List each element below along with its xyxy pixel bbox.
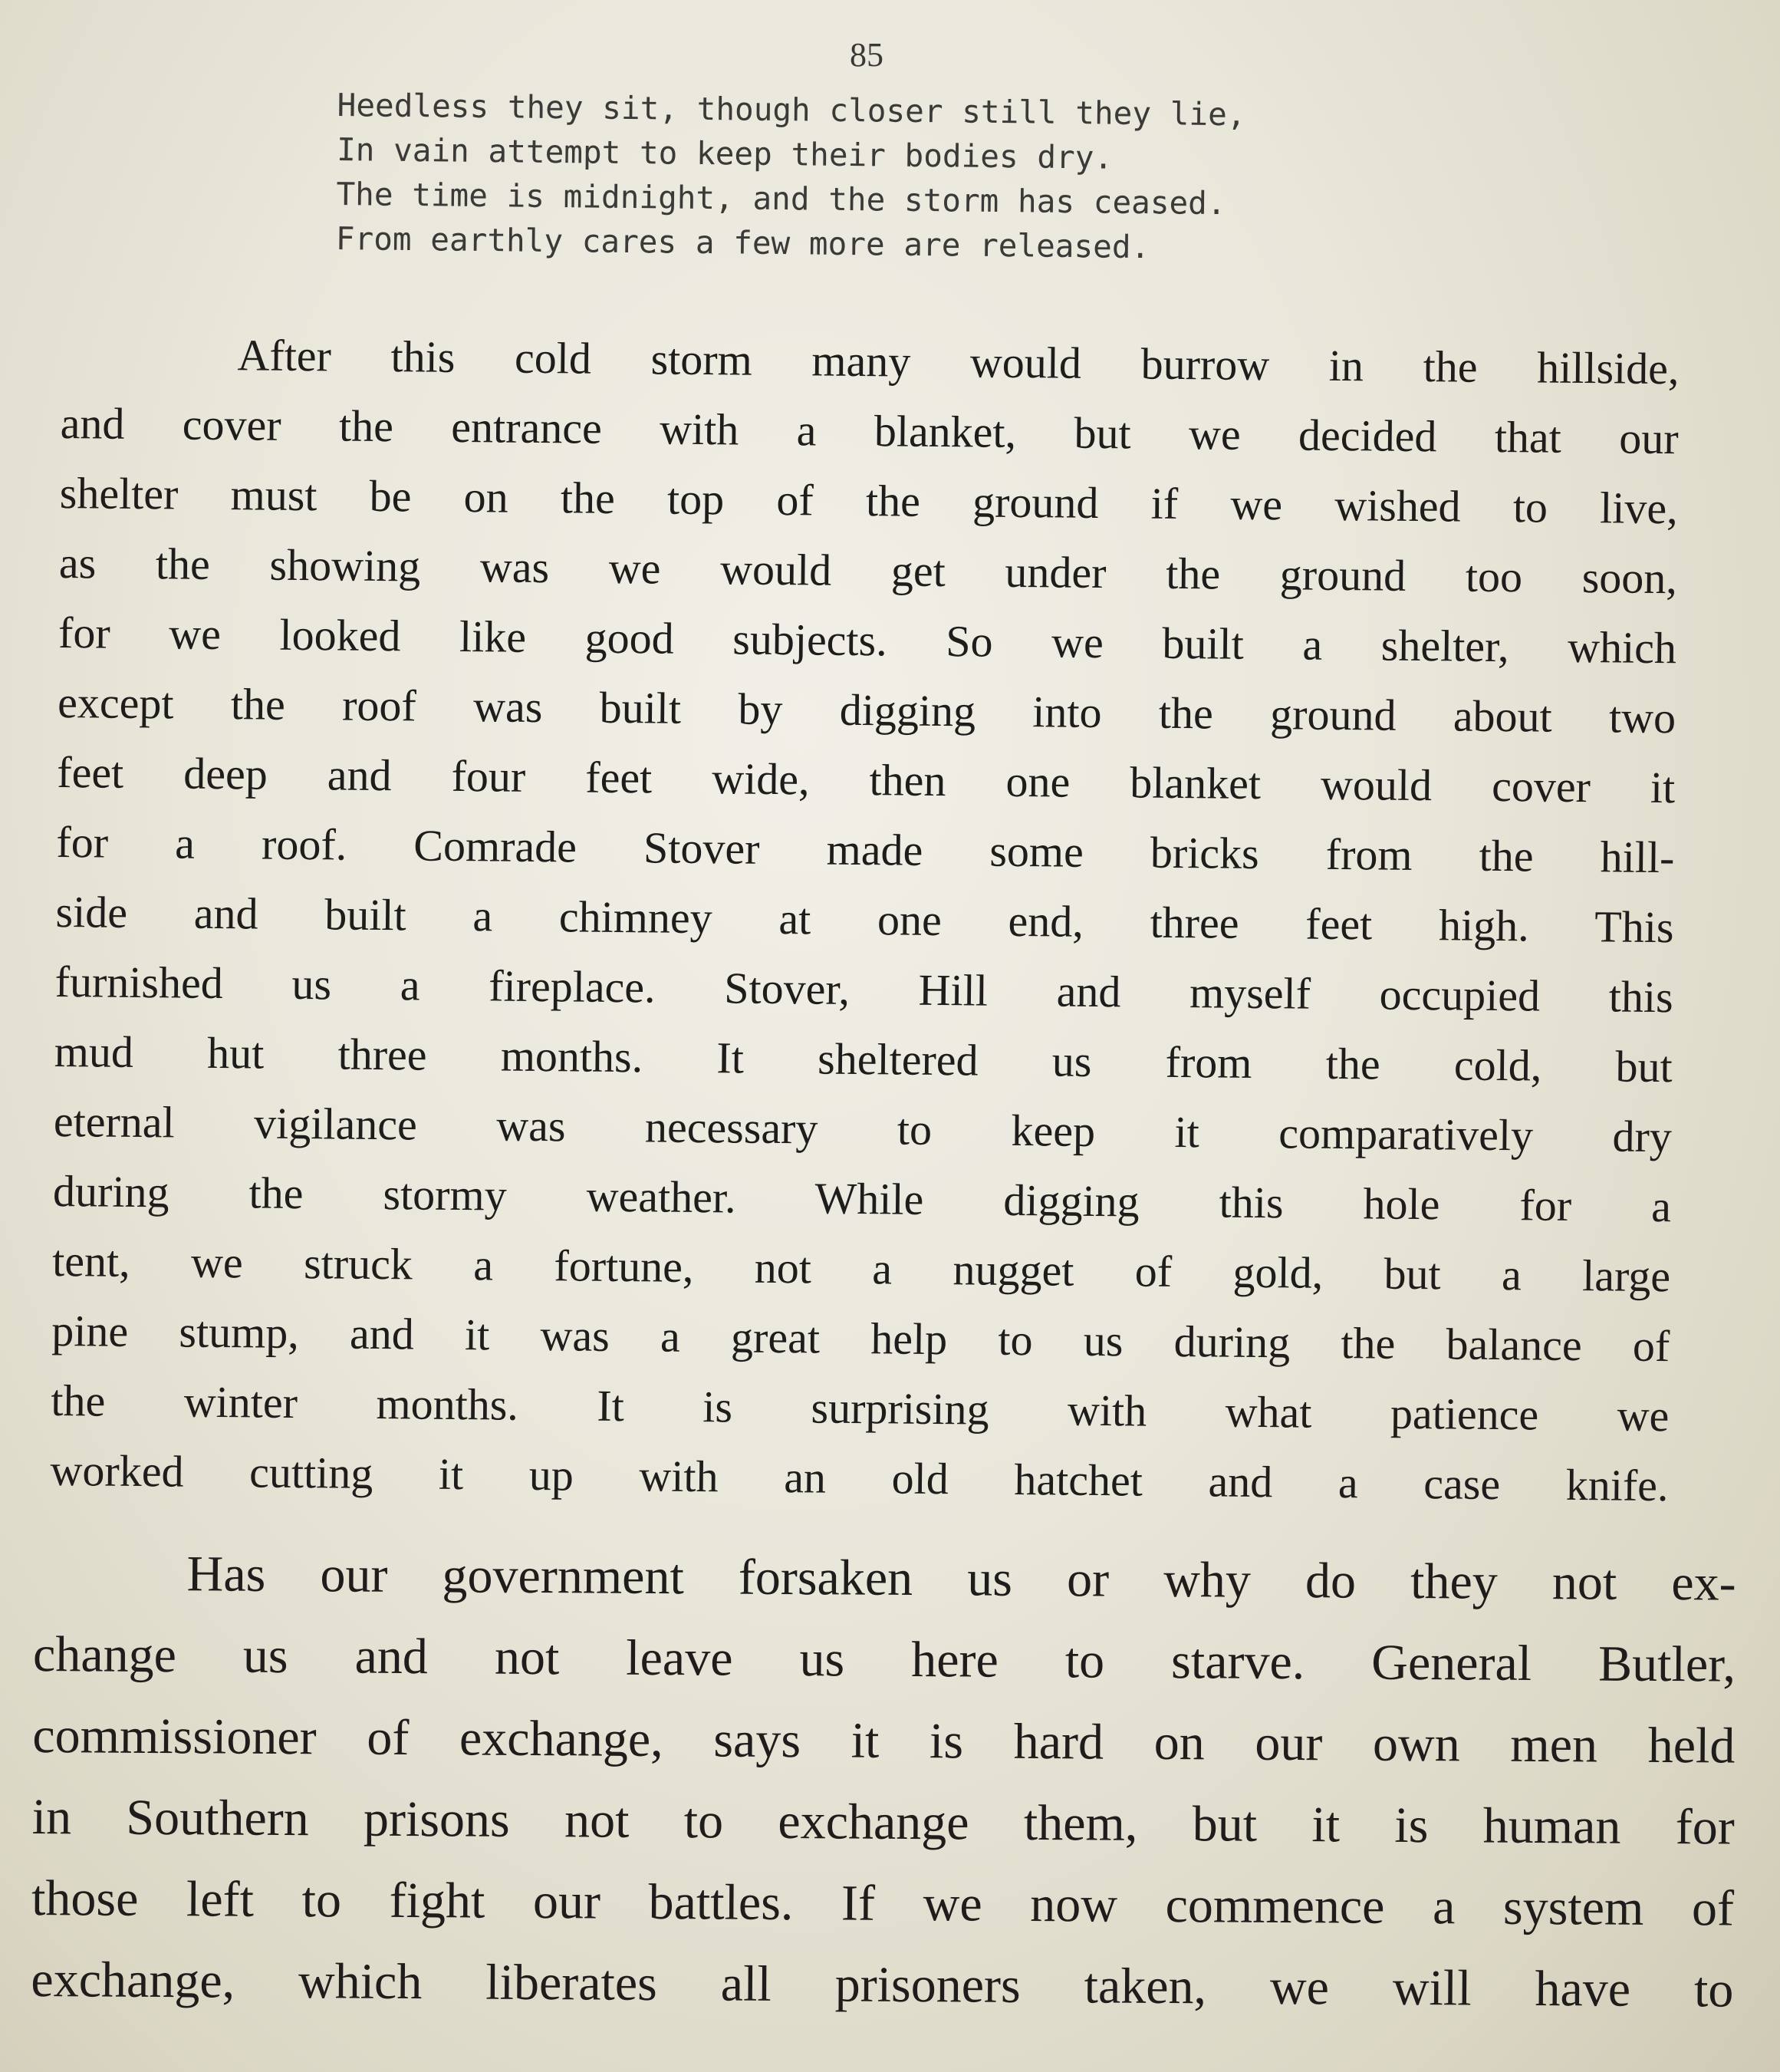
poem-stanza bbox=[336, 83, 1350, 272]
paragraph-line: mud hut three months. It sheltered us from the cold, but bbox=[54, 1026, 1673, 1092]
paragraph-line: exchange, which liberates all prisoners taken, we will have to bbox=[31, 1951, 1734, 2018]
paragraph-line: worked cutting it up with an old hatchet and a case knife. bbox=[50, 1444, 1669, 1511]
paragraph-line: the winter months. It is surprising with what patience we bbox=[51, 1375, 1670, 1441]
paragraph-line: commissioner of exchange, says it is hard on our own men held bbox=[32, 1707, 1736, 1774]
paragraph-line: eternal vigilance was necessary to keep it comparatively dry bbox=[53, 1095, 1673, 1162]
paragraph-line: those left to fight our battles. If we now commence a system of bbox=[31, 1869, 1735, 1937]
paragraph-line: change us and not leave us here to starve. General Butler, bbox=[32, 1626, 1736, 1693]
paragraph-line: during the stormy weather. While digging this hole for a bbox=[52, 1165, 1672, 1232]
paragraph-line: Has our government forsaken us or why do they not ex- bbox=[186, 1546, 1736, 1612]
paragraph-line: furnished us a fireplace. Stover, Hill and myself occupied this bbox=[54, 956, 1673, 1023]
paragraph-line: After this cold storm many would burrow in the hillside, bbox=[237, 330, 1680, 394]
page-number: 85 bbox=[850, 36, 883, 74]
paragraph-exchange bbox=[31, 1533, 1736, 2031]
paragraph-line: shelter must be on the top of the ground if we wished to live, bbox=[59, 467, 1679, 534]
poem-line: From earthly cares a few more are released. bbox=[335, 219, 1150, 266]
paragraph-shelter bbox=[50, 318, 1680, 1520]
paragraph-line: except the roof was built by digging into the ground about two bbox=[57, 677, 1676, 743]
paragraph-line: for a roof. Comrade Stover made some bricks from the hill- bbox=[56, 816, 1675, 883]
paragraph-line: pine stump, and it was a great help to us during the balance of bbox=[51, 1305, 1670, 1372]
paragraph-line: in Southern prisons not to exchange them, but it is human for bbox=[31, 1788, 1735, 1856]
paragraph-line: side and built a chimney at one end, three feet high. This bbox=[55, 886, 1674, 953]
poem-line: In vain attempt to keep their bodies dry. bbox=[336, 130, 1114, 176]
paragraph-line: and cover the entrance with a blanket, but we decided that our bbox=[60, 397, 1679, 464]
paragraph-line: for we looked like good subjects. So we built a shelter, which bbox=[58, 607, 1677, 674]
paragraph-line: tent, we struck a fortune, not a nugget of gold, but a large bbox=[51, 1235, 1671, 1302]
paragraph-line: feet deep and four feet wide, then one blanket would cover it bbox=[57, 746, 1676, 813]
poem-line: Heedless they sit, though closer still they lie, bbox=[337, 86, 1246, 133]
poem-line: The time is midnight, and the storm has ceased. bbox=[336, 175, 1226, 222]
paragraph-line: as the showing was we would get under the ground too soon, bbox=[58, 537, 1678, 604]
